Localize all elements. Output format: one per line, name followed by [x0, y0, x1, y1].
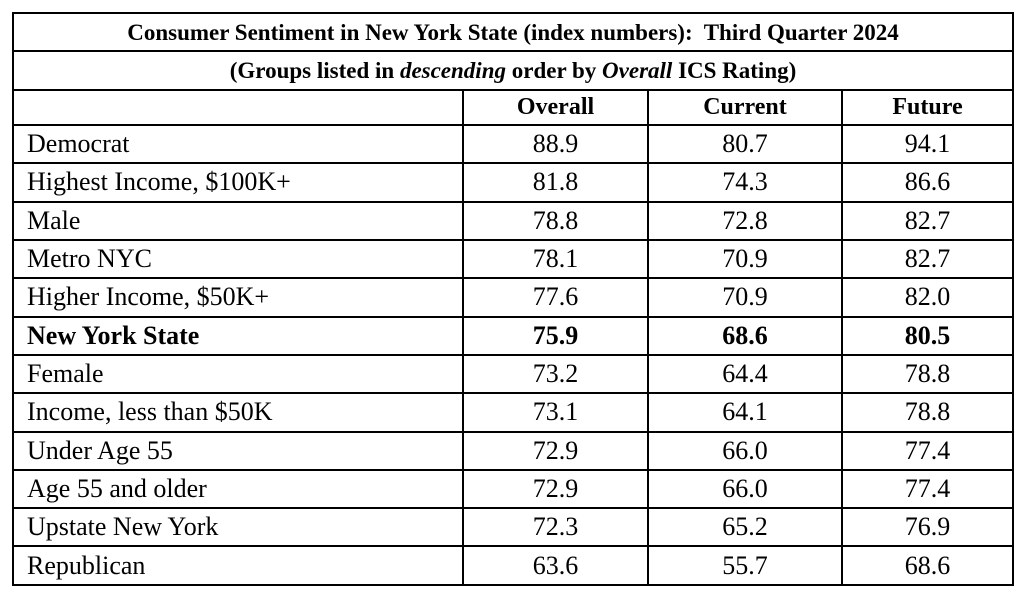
row-future-value: 94.1	[842, 125, 1013, 163]
column-header-current: Current	[648, 90, 842, 125]
row-future-value: 86.6	[842, 163, 1013, 201]
row-overall-value: 88.9	[463, 125, 648, 163]
table-row	[13, 355, 1013, 393]
subtitle-text-2: order by	[506, 57, 603, 83]
row-overall-value: 73.2	[463, 355, 648, 393]
row-group-label: New York State	[13, 317, 463, 355]
table-row	[13, 163, 1013, 201]
row-current-value: 70.9	[648, 278, 842, 316]
row-current-value: 64.1	[648, 393, 842, 431]
row-overall-value: 81.8	[463, 163, 648, 201]
row-overall-value: 78.1	[463, 240, 648, 278]
table-row	[13, 240, 1013, 278]
subtitle-row	[13, 51, 1013, 89]
row-overall-value: 73.1	[463, 393, 648, 431]
sentiment-table	[12, 12, 1014, 586]
row-group-label: Income, less than $50K	[13, 393, 463, 431]
row-current-value: 65.2	[648, 508, 842, 546]
row-current-value: 66.0	[648, 470, 842, 508]
row-current-value: 64.4	[648, 355, 842, 393]
row-overall-value: 78.8	[463, 202, 648, 240]
row-group-label: Age 55 and older	[13, 470, 463, 508]
row-current-value: 70.9	[648, 240, 842, 278]
row-group-label: Metro NYC	[13, 240, 463, 278]
row-overall-value: 63.6	[463, 546, 648, 585]
row-group-label: Female	[13, 355, 463, 393]
row-current-value: 66.0	[648, 432, 842, 470]
table-title: Consumer Sentiment in New York State (index numbers): Third Quarter 2024	[13, 13, 1013, 51]
row-current-value: 55.7	[648, 546, 842, 585]
row-current-value: 72.8	[648, 202, 842, 240]
row-group-label: Under Age 55	[13, 432, 463, 470]
row-overall-value: 72.9	[463, 432, 648, 470]
row-future-value: 77.4	[842, 432, 1013, 470]
row-group-label: Higher Income, $50K+	[13, 278, 463, 316]
row-current-value: 74.3	[648, 163, 842, 201]
row-overall-value: 72.3	[463, 508, 648, 546]
table-row	[13, 278, 1013, 316]
row-group-label: Democrat	[13, 125, 463, 163]
subtitle-text-1: (Groups listed in	[229, 57, 400, 83]
row-current-value: 68.6	[648, 317, 842, 355]
table-row	[13, 432, 1013, 470]
row-future-value: 82.7	[842, 202, 1013, 240]
table-row	[13, 125, 1013, 163]
table-row	[13, 317, 1013, 355]
row-overall-value: 75.9	[463, 317, 648, 355]
subtitle-text-3: ICS Rating)	[672, 57, 797, 83]
row-group-label: Highest Income, $100K+	[13, 163, 463, 201]
row-future-value: 78.8	[842, 393, 1013, 431]
subtitle-emphasis-overall: Overall	[602, 57, 673, 83]
table-row	[13, 470, 1013, 508]
table-row	[13, 202, 1013, 240]
column-header-overall: Overall	[463, 90, 648, 125]
row-future-value: 68.6	[842, 546, 1013, 585]
row-future-value: 82.7	[842, 240, 1013, 278]
row-group-label: Upstate New York	[13, 508, 463, 546]
row-future-value: 76.9	[842, 508, 1013, 546]
row-group-label: Male	[13, 202, 463, 240]
column-header-group	[13, 90, 463, 125]
table-body	[13, 13, 1013, 585]
title-row	[13, 13, 1013, 51]
row-current-value: 80.7	[648, 125, 842, 163]
table-row	[13, 546, 1013, 585]
row-group-label: Republican	[13, 546, 463, 585]
subtitle-emphasis-descending: descending	[399, 57, 506, 83]
table-row	[13, 393, 1013, 431]
table-row	[13, 508, 1013, 546]
column-header-row	[13, 90, 1013, 125]
row-future-value: 80.5	[842, 317, 1013, 355]
row-future-value: 78.8	[842, 355, 1013, 393]
row-future-value: 77.4	[842, 470, 1013, 508]
row-future-value: 82.0	[842, 278, 1013, 316]
column-header-future: Future	[842, 90, 1013, 125]
table-subtitle	[13, 51, 1013, 89]
row-overall-value: 72.9	[463, 470, 648, 508]
row-overall-value: 77.6	[463, 278, 648, 316]
